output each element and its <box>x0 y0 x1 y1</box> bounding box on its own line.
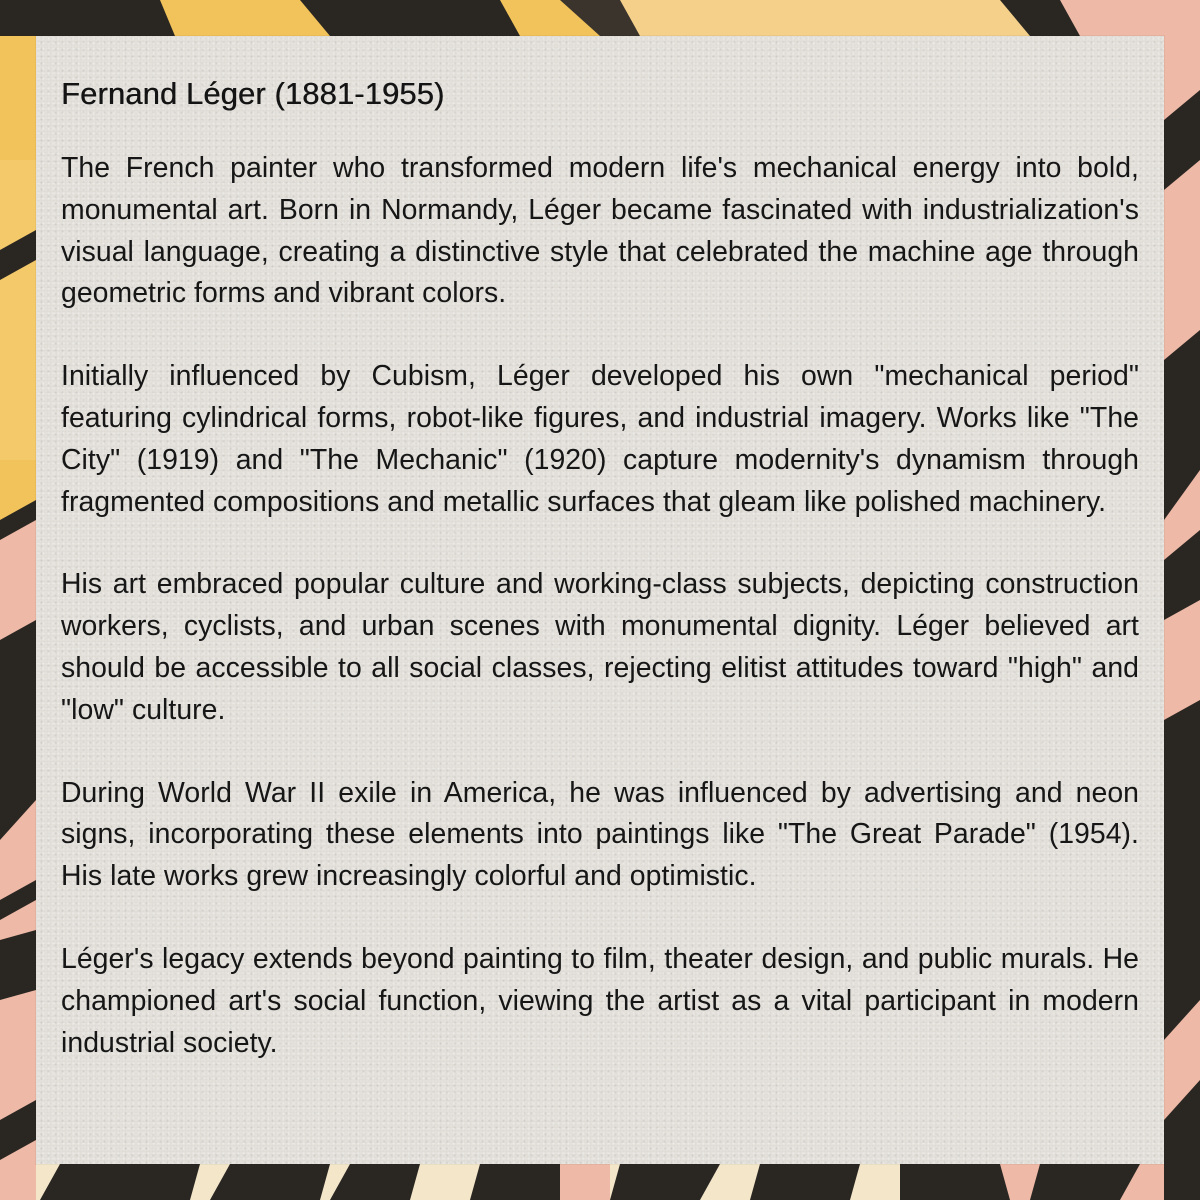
paragraph-legacy: Léger's legacy extends beyond painting to film, theater design, and public murals. He championed art's social function, viewing the artist as a vital participant in modern industrial society. <box>61 942 1139 1059</box>
biography-card <box>36 36 1164 1164</box>
paragraph-intro: The French painter who transformed modern life's mechanical energy into bold, monumental art. Born in Normandy, Léger became fascinated with industrialization's visual language, creating a distinctive style that celebrated the machine age through geometric forms and vibrant colors. <box>61 152 1139 310</box>
paragraph-exile-america: During World War II exile in America, he was influenced by advertising and neon signs, incorporating these elements into paintings like "The Great Parade" (1954). His late works grew increasingly colorful and optimistic. <box>61 776 1139 893</box>
paragraph-popular-culture: His art embraced popular culture and working-class subjects, depicting construction workers, cyclists, and urban scenes with monumental dignity. Léger believed art should be accessible to all social classes, rejecting elitist attitudes toward "high" and "low" culture. <box>61 568 1139 726</box>
article-title: Fernand Léger (1881-1955) <box>61 76 445 111</box>
paragraph-mechanical-period: Initially influenced by Cubism, Léger developed his own "mechanical period" featuring cylindrical forms, robot-like figures, and industrial imagery. Works like "The City" (1919) and "The Mechanic" (1920) capture modernity's dynamism through fragmented compositions and metallic surfaces that gleam like polished machinery. <box>61 360 1139 518</box>
